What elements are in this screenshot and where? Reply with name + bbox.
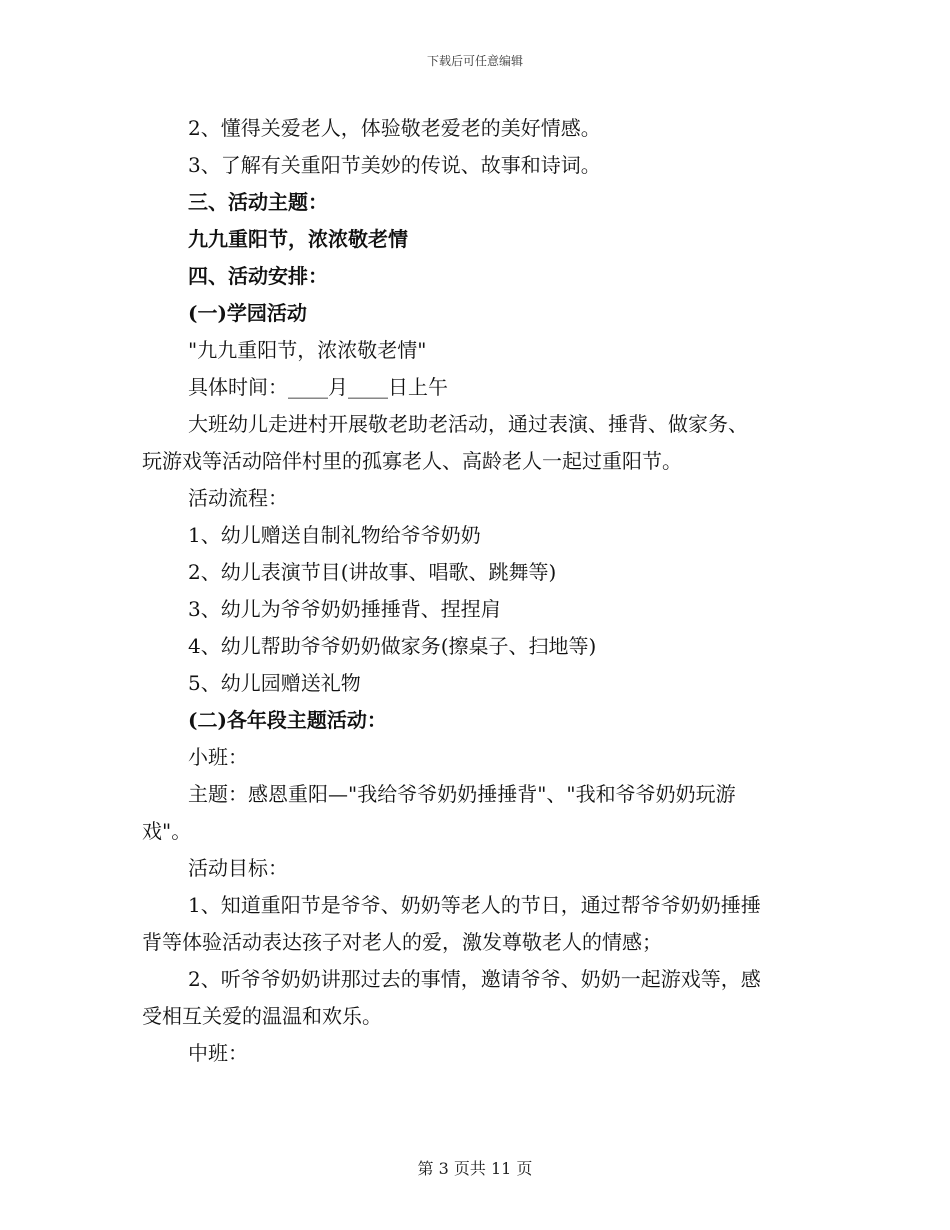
- paragraph-line: 3、了解有关重阳节美妙的传说、故事和诗词。: [188, 153, 601, 177]
- paragraph-line: 活动目标：: [188, 856, 288, 880]
- subsection-heading: (二)各年段主题活动：: [188, 708, 387, 732]
- paragraph-line: 2、懂得关爱老人，体验敬老爱老的美好情感。: [188, 116, 601, 140]
- paragraph-line: 具体时间：____月____日上午: [188, 375, 448, 399]
- page-header-note: 下载后可任意编辑: [426, 54, 523, 68]
- paragraph-line: 戏"。: [142, 819, 192, 843]
- activity-theme: 九九重阳节，浓浓敬老情: [188, 227, 408, 251]
- list-item: 4、幼儿帮助爷爷奶奶做家务(擦桌子、扫地等): [188, 634, 597, 658]
- paragraph-line: 活动流程：: [188, 486, 288, 510]
- list-item: 2、听爷爷奶奶讲那过去的事情，邀请爷爷、奶奶一起游戏等，感: [188, 967, 761, 991]
- paragraph-line: "九九重阳节，浓浓敬老情": [188, 338, 427, 362]
- paragraph-line: 玩游戏等活动陪伴村里的孤寡老人、高龄老人一起过重阳节。: [142, 449, 682, 473]
- subsection-heading: (一)学园活动: [188, 301, 307, 325]
- page-number: 第 3 页共 11 页: [417, 1159, 533, 1178]
- list-item: 5、幼儿园赠送礼物: [188, 671, 361, 695]
- paragraph-line: 小班：: [188, 745, 248, 769]
- list-item: 2、幼儿表演节目(讲故事、唱歌、跳舞等): [188, 560, 557, 584]
- list-item: 1、幼儿赠送自制礼物给爷爷奶奶: [188, 523, 481, 547]
- paragraph-line: 背等体验活动表达孩子对老人的爱，激发尊敬老人的情感；: [142, 930, 662, 954]
- paragraph-line: 大班幼儿走进村开展敬老助老活动，通过表演、捶背、做家务、: [188, 412, 748, 436]
- paragraph-line: 主题：感恩重阳—"我给爷爷奶奶捶捶背"、"我和爷爷奶奶玩游: [188, 782, 736, 806]
- list-item: 1、知道重阳节是爷爷、奶奶等老人的节日，通过帮爷爷奶奶捶捶: [188, 893, 761, 917]
- paragraph-line: 中班：: [188, 1041, 248, 1065]
- section-heading: 三、活动主题：: [188, 190, 328, 214]
- paragraph-line: 受相互关爱的温温和欢乐。: [142, 1004, 382, 1028]
- list-item: 3、幼儿为爷爷奶奶捶捶背、捏捏肩: [188, 597, 501, 621]
- section-heading: 四、活动安排：: [188, 264, 328, 288]
